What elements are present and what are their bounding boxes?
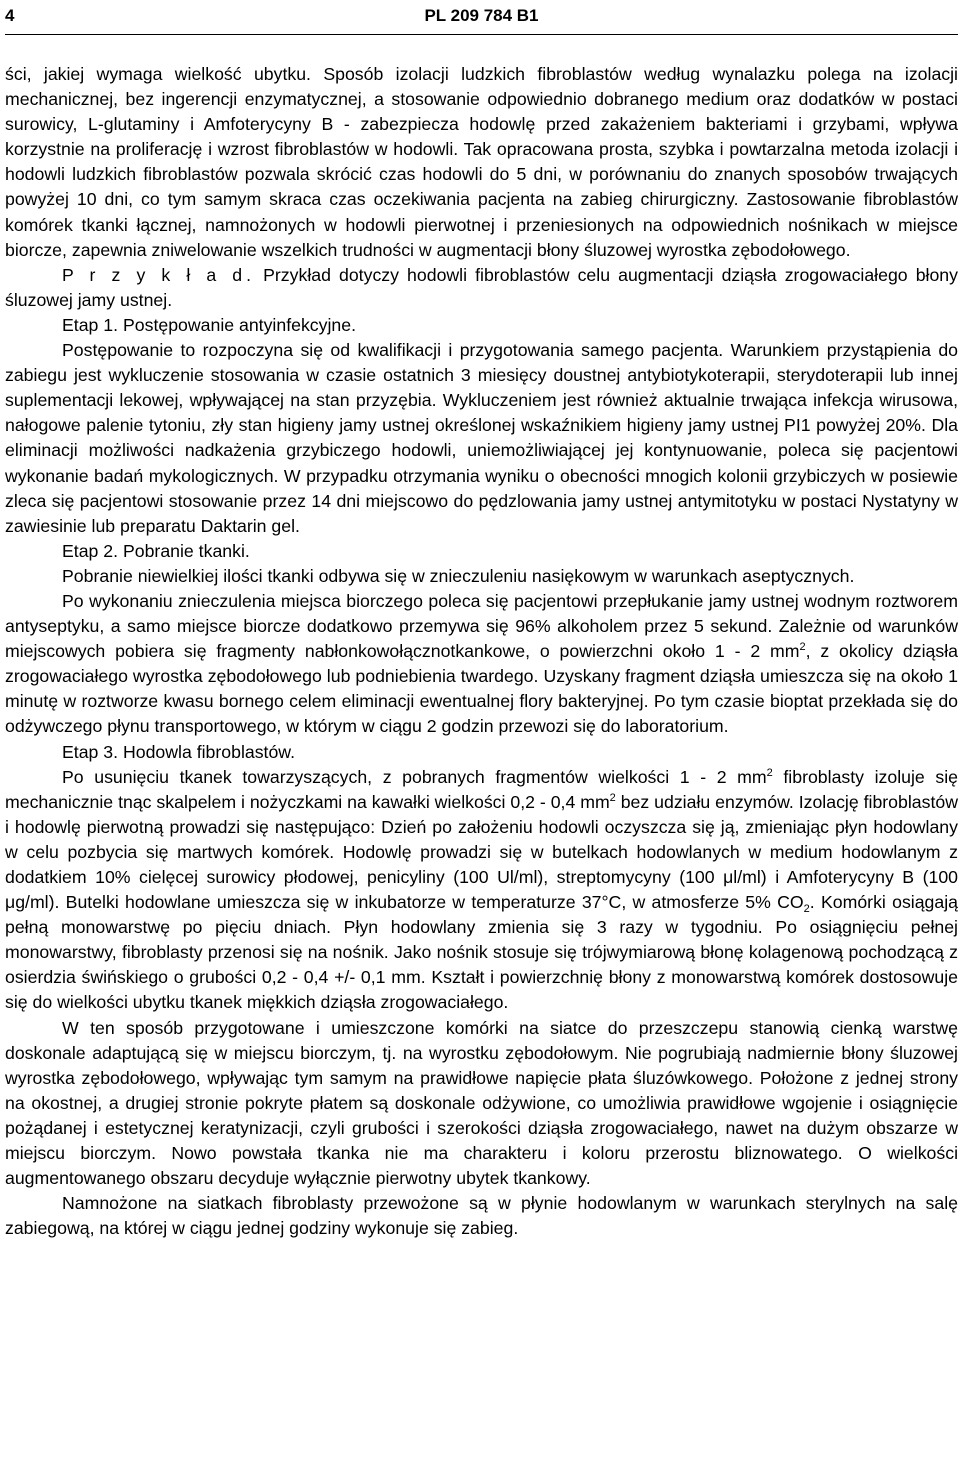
example-label: P r z y k ł a d. — [62, 264, 256, 285]
heading-stage-1: Etap 1. Postępowanie antyinfekcyjne. — [62, 314, 356, 335]
document-page — [5, 0, 958, 1241]
heading-stage-3: Etap 3. Hodowla fibroblastów. — [62, 741, 296, 762]
superscript: 2 — [799, 641, 806, 654]
paragraph-stage-1: Postępowanie to rozpoczyna się od kwalifikacji i przygotowania samego pacjenta. Warunkiem przystąpienia do zabiegu jest wykluczenie stosowania w czasie ostatnich 3 miesięcy doustnej antybiotykoterapii, sterydoterapii lub innej suplementacji lekowej, wpływającej na stan przyzębia. Wykluczeniem jest również aktualnie trwająca infekcja wirusowa, nałogowe palenie tytoniu, zły stan higieny jamy ustnej określonej wskaźnikiem higieny jamy ustnej PI1 powyżej 20%. Dla eliminacji możliwości nadkażenia grzybiczego hodowli, uniemożliwiającej jej kontynuowanie, poleca się pacjentowi wykonanie badań mykologicznych. W przypadku otrzymania wyniku o obecności mnogich kolonii grzybiczych w posiewie zleca się pacjentowi stosowanie przez 14 dni miejscowo do pędzlowania jamy ustnej antymitotyku w postaci Nystatyny w zawiesinie lub preparatu Daktarin gel. — [5, 340, 958, 536]
page-header — [5, 0, 958, 40]
heading-stage-2: Etap 2. Pobranie tkanki. — [62, 540, 250, 561]
text-segment: Po usunięciu tkanek towarzyszących, z pobranych fragmentów wielkości 1 - 2 mm — [62, 766, 767, 787]
example-text: Przykład dotyczy hodowli fibroblastów celu augmentacji dziąsła zrogowaciałego błony śluzowej jamy ustnej. — [5, 264, 958, 310]
superscript: 2 — [766, 766, 773, 779]
paragraph-transport: Namnożone na siatkach fibroblasty przewożone są w płynie hodowlanym w warunkach sterylnych na salę zabiegową, na której w ciągu jednej godziny wykonuje się zabieg. — [5, 1193, 958, 1239]
text-segment: , z okolicy dziąsła zrogowaciałego wyrostka zębodołowego lub podniebienia twardego. Uzyskany fragment dziąsła umieszcza się na około 1 minutę w roztworze kwasu bornego celem eliminacji ewentualnej flory bakteryjnej. Po tym czasie bioptat przekłada się do odżywczego płynu transportowego, w którym w ciągu 2 godzin przewozi się do laboratorium. — [5, 641, 958, 737]
text-segment: . Komórki osiągają pełną monowarstwę po pięciu dniach. Płyn hodowlany zmienia się 3 razy w tygodniu. Po osiągnięciu pełnej monowarstwy, fibroblasty przenosi się na nośnik. Jako nośnik stosuje się trójwymiarową błonę kolagenową pochodzącą z osierdzia świńskiego o grubości 0,2 - 0,4 +/- 0,1 mm. Kształt i powierzchnię błony z monowarstwą komórek dostosowuje się do wielkości ubytku tkanek miękkich dziąsła zrogowaciałego. — [5, 892, 958, 1013]
paragraph-stage-2b — [5, 589, 958, 740]
page-number: 4 — [5, 6, 15, 25]
subscript: 2 — [803, 903, 810, 916]
paragraph-stage-3 — [5, 765, 958, 1016]
paragraph-stage-2a: Pobranie niewielkiej ilości tkanki odbywa się w znieczuleniu nasiękowym w warunkach aseptycznych. — [62, 565, 855, 586]
header-rule — [5, 34, 958, 35]
text-segment: bez udziału enzymów. Izolację fibroblastów i hodowlę pierwotną prowadzi się następująco: Dzień po założeniu hodowli oczyszcza się ją, zmieniając płyn hodowlany w celu pozbycia się martwych komórek. Hodowlę prowadzi się w butelkach hodowlanych w medium hodowlanym z dodatkiem 10% cielęcej surowicy płodowej, penicyliny (100 Ul/ml), streptomycyny (100 μl/ml) i Amfoterycyny B (100 μg/ml). Butelki hodowlane umieszcza się w inkubatorze w temperaturze 37°C, w atmosferze 5% CO — [5, 791, 958, 913]
document-body — [5, 62, 958, 1241]
paragraph-example — [5, 263, 958, 313]
paragraph-result: W ten sposób przygotowane i umieszczone komórki na siatce do przeszczepu stanowią cienką warstwę doskonale adaptującą się w miejscu biorczym, tj. na wyrostku zębodołowym. Nie pogrubiają nadmiernie błony śluzowej wyrostka zębodołowego, wpływając tym samym na prawidłowe napięcie płata śluzówkowego. Położone z jednej strony na okostnej, a drugiej stronie pokryte płatem są doskonale odżywione, co umożliwia prawidłowe wgojenie i osiągnięcie pożądanej i estetycznej keratynizacji, czyli grubości i szerokości dziąsła zrogowaciałego, nawet na dużym obszarze w miejscu biorczym. Nowo powstała tkanka nie ma charakteru i koloru przerostu bliznowatego. O wielkości augmentowanego obszaru decyduje wyłącznie pierwotny ubytek tkankowy. — [5, 1017, 958, 1189]
text-segment: fibroblasty izoluje się mechanicznie tnąc skalpelem i nożyczkami na kawałki wielkości 0,2 - 0,4 mm — [5, 766, 958, 812]
superscript: 2 — [609, 791, 616, 804]
paragraph-intro: ści, jakiej wymaga wielkość ubytku. Sposób izolacji ludzkich fibroblastów według wynalazku polega na izolacji mechanicznej, bez ingerencji enzymatycznej, a stosowanie odpowiednio dobranego medium oraz dodatków w postaci surowicy, L-glutaminy i Amfoterycyny B - zabezpiecza hodowlę przed zakażeniem bakteriami i grzybami, wpływa korzystnie na proliferację i wzrost fibroblastów w hodowli. Tak opracowana prosta, szybka i powtarzalna metoda izolacji i hodowli ludzkich fibroblastów pozwala skrócić czas hodowli do 5 dni, w porównaniu do znanych sposobów trwających powyżej 10 dni, co tym samym skraca czas oczekiwania pacjenta na zabieg chirurgiczny. Zastosowanie fibroblastów komórek tkanki łącznej, namnożonych w hodowli pierwotnej i przeniesionych na odpowiednich nośnikach w miejsce biorcze, zapewnia zniwelowanie wszelkich trudności w augmentacji błony śluzowej wyrostka zębodołowego. — [5, 64, 958, 260]
text-segment: Po wykonaniu znieczulenia miejsca biorczego poleca się pacjentowi przepłukanie jamy ustnej wodnym roztworem antyseptyku, a samo miejsce biorcze dodatkowo przemywa się 96% alkoholem przez 5 sekund. Zależnie od warunków miejscowych pobiera się fragmenty nabłonkowołącznotkankowe, o powierzchni około 1 - 2 mm — [5, 590, 958, 662]
patent-number: PL 209 784 B1 — [424, 6, 539, 25]
